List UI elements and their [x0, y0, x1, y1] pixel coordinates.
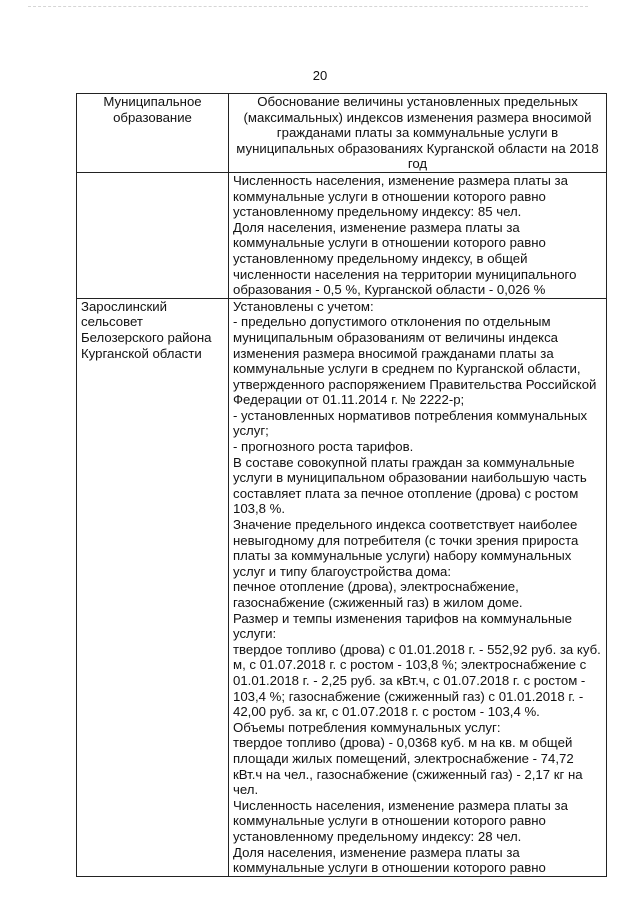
row1-municipality [77, 172, 229, 298]
indices-table [76, 93, 607, 877]
paragraph: Численность населения, изменение размера платы за коммунальные услуги в отношении которого равно установленному предельному индексу: 28 чел. [233, 797, 568, 844]
row2-justification [229, 298, 607, 876]
paragraph: - установленных нормативов потребления коммунальных услуг; [233, 407, 588, 439]
municipality-line: Белозерского района [81, 329, 212, 345]
row2-municipality [77, 298, 229, 876]
paragraph: твердое топливо (дрова) с 01.01.2018 г. - 552,92 руб. за куб. м, с 01.07.2018 г. с ростом - 103,8 %; электроснабжение с 01.01.2018 г. - 2,25 руб. за кВт.ч, с 01.07.2018 г. с ростом - 103,4 %; газоснабжение (сжиженный газ) с 01.01.2018 г. - 42,00 руб. за кг, с 01.07.2018 г. с ростом - 103,4 %. [233, 641, 601, 720]
table-row [77, 172, 607, 298]
paragraph: Значение предельного индекса соответствует наиболее невыгодному для потребителя (с точки зрения прироста платы за коммунальные услуги) набору коммунальных услуг и типу благоустройства дома: [233, 517, 579, 579]
paragraph: Доля населения, изменение размера платы за коммунальные услуги в отношении которого равно установленному предельному индексу, в общей численности населения на территории муниципального образования - 0,5 %, Курганской области - 0,026 % [233, 219, 577, 298]
page-number: 20 [312, 68, 328, 83]
paragraph: печное отопление (дрова), электроснабжение, газоснабжение (сжиженный газ) в жилом доме. [233, 579, 523, 610]
paragraph: В составе совокупной платы граждан за коммунальные услуги в муниципальном образовании наибольшую часть составляет плата за печное отопление (дрова) с ростом 103,8 %. [233, 454, 587, 517]
header-justification: Обоснование величины установленных предельных (максимальных) индексов изменения размера вносимой гражданами платы за коммунальные услуги в муниципальных образованиях Курганской области на 2018 год [229, 94, 607, 173]
municipality-line: Курганской области [81, 345, 202, 361]
paragraph: Размер и темпы изменения тарифов на коммунальные услуги: [233, 610, 572, 642]
paragraph: Установлены с учетом: [233, 298, 374, 314]
row1-justification [229, 172, 607, 298]
paragraph: Численность населения, изменение размера платы за коммунальные услуги в отношении которого равно установленному предельному индексу: 85 чел. [233, 172, 568, 220]
paragraph: Объемы потребления коммунальных услуг: [233, 719, 501, 735]
header-municipality: Муниципальное образование [77, 94, 229, 173]
scan-artifact-line [28, 6, 588, 9]
table-header-row [77, 94, 607, 173]
table-row [77, 298, 607, 876]
paragraph: - предельно допустимого отклонения по отдельным муниципальным образованиям от величины индекса изменения размера вносимой гражданами платы за коммунальные услуги в среднем по Курганской области, утвержденного распоряжением Правительства Российской Федерации от 01.11.2014 г. № 2222-р; [233, 314, 597, 408]
municipality-line: сельсовет [81, 314, 143, 330]
paragraph: твердое топливо (дрова) - 0,0368 куб. м на кв. м общей площади жилых помещений, электроснабжение - 74,72 кВт.ч на чел., газоснабжение (сжиженный газ) - 2,17 кг на чел. [233, 735, 583, 798]
paragraph: - прогнозного роста тарифов. [233, 439, 414, 455]
municipality-line: Зарослинский [81, 298, 168, 314]
paragraph: Доля населения, изменение размера платы за коммунальные услуги в отношении которого равно [233, 844, 546, 876]
